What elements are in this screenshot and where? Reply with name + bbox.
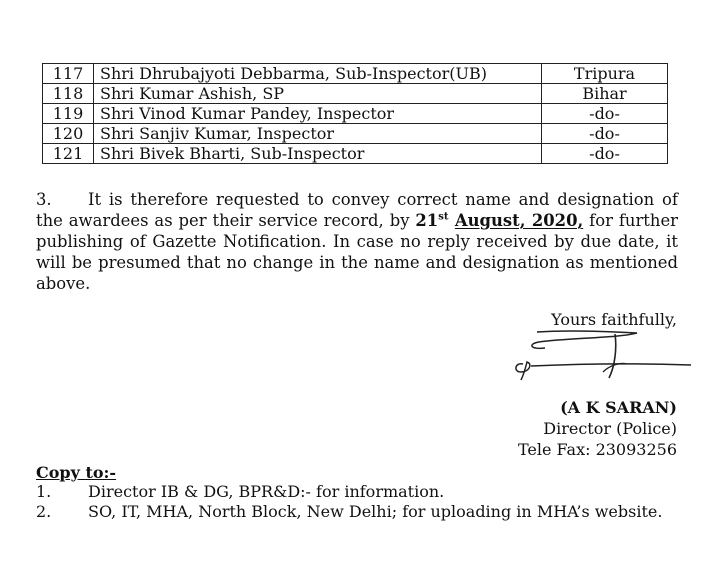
paragraph-text-after: for further publishing of Gazette Notification. In case no reply received by due date, it will be presumed that no change in the name and designation as mentioned above. [36,211,678,293]
awardee-name: Shri Sanjiv Kumar, Inspector [94,124,542,144]
awardee-state: -do- [542,104,668,124]
deadline-day: 21 [415,211,439,230]
serial-number: 119 [43,104,94,124]
request-paragraph [36,189,678,294]
deadline-month-year: August, 2020, [454,211,584,230]
awardee-name: Shri Dhrubajyoti Debbarma, Sub-Inspector(UB) [94,64,542,84]
serial-number: 118 [43,84,94,104]
signer-name: (A K SARAN) [560,398,677,417]
serial-number: 117 [43,64,94,84]
awardee-name: Shri Bivek Bharti, Sub-Inspector [94,144,542,164]
awardee-state: Tripura [542,64,668,84]
deadline-date [415,211,583,230]
tele-fax: Tele Fax: 23093256 [517,440,677,459]
deadline-suffix: st [438,211,449,223]
list-item-number: 1. [36,482,52,501]
awardee-name: Shri Vinod Kumar Pandey, Inspector [94,104,542,124]
table-row [43,124,668,144]
paragraph-text-before: It is therefore requested to convey correct name and designation of the awardees as per their service record, by [36,190,678,230]
table-row [43,144,668,164]
awardee-name: Shri Kumar Ashish, SP [94,84,542,104]
valediction: Yours faithfully, [551,310,677,329]
list-item [36,502,662,522]
copy-to-list [36,482,662,522]
awardee-state: Bihar [542,84,668,104]
signer-designation: Director (Police) [543,419,677,438]
awardee-state: -do- [542,144,668,164]
awardees-table [42,63,668,164]
list-item-text: Director IB & DG, BPR&D:- for information. [88,482,445,501]
awardee-state: -do- [542,124,668,144]
handwritten-signature [505,326,695,384]
table-row [43,84,668,104]
copy-to-title: Copy to:- [36,463,117,482]
table-row [43,104,668,124]
list-item-number: 2. [36,502,52,521]
list-item [36,482,662,502]
serial-number: 120 [43,124,94,144]
paragraph-number: 3. [36,190,52,209]
serial-number: 121 [43,144,94,164]
list-item-text: SO, IT, MHA, North Block, New Delhi; for uploading in MHA’s website. [88,502,663,521]
table-row [43,64,668,84]
